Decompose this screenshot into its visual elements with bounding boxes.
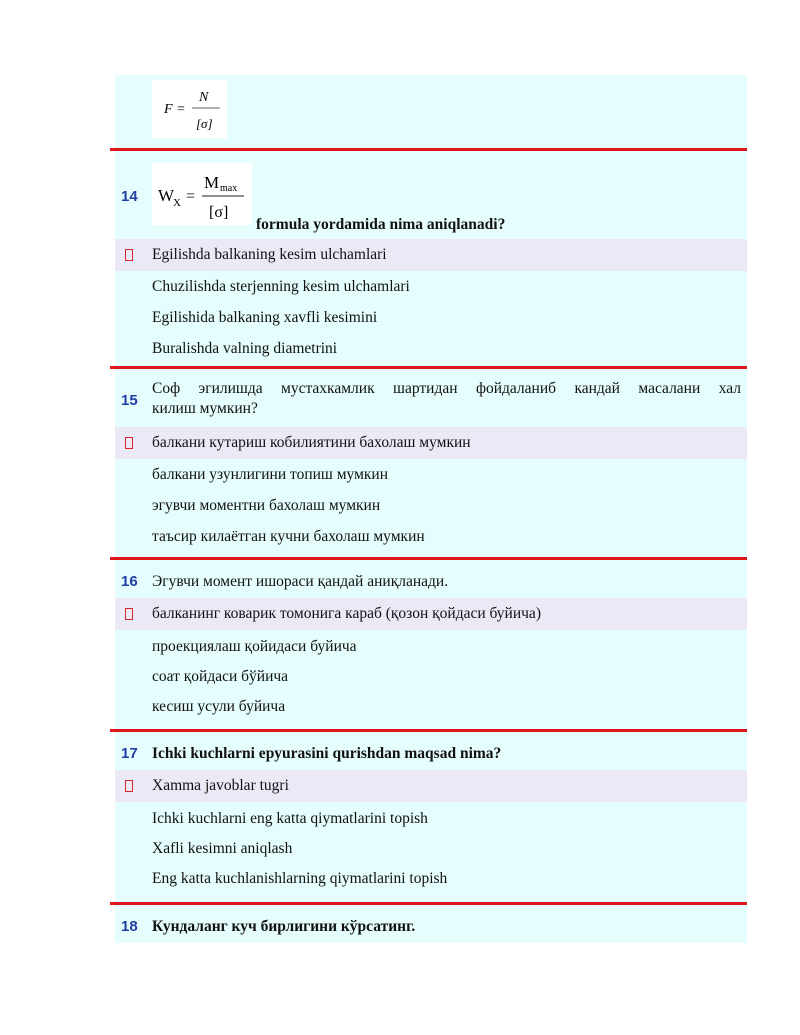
question-17 xyxy=(115,732,747,902)
formula-wx-mmax-sigma xyxy=(152,163,252,225)
answer-text: Egilishda balkaning kesim ulchamlari xyxy=(152,246,387,263)
question-15 xyxy=(115,369,747,557)
formula-numerator: N xyxy=(199,90,209,105)
formula-denominator: [σ] xyxy=(196,116,213,131)
answer-option-correct[interactable] xyxy=(115,770,747,802)
question-text: Ichki kuchlarni epyurasini qurishdan maqsad nima? xyxy=(152,745,502,762)
question-text-line2: килиш мумкин? xyxy=(152,400,258,417)
formula-f-n-sigma xyxy=(152,80,227,138)
answer-text: таъсир килаётган кучни бахолаш мумкин xyxy=(152,528,425,545)
quiz-sheet xyxy=(115,75,747,943)
formula-denominator: [σ] xyxy=(209,204,229,221)
question-17-stem xyxy=(115,732,747,766)
answer-option[interactable] xyxy=(115,694,747,726)
question-text-line1: Соф эгилишда мустахкамлик шартидан фойдаланиб кандай масалани хал xyxy=(152,380,741,397)
formula-lhs: W xyxy=(158,186,175,205)
answer-option[interactable] xyxy=(115,866,747,898)
answer-text: Egilishida balkaning xavfli kesimini xyxy=(152,309,378,326)
answer-text: эгувчи моментни бахолаш мумкин xyxy=(152,497,381,514)
answer-text: кесиш усули буйича xyxy=(152,698,286,715)
answer-text: Xamma javoblar tugri xyxy=(152,777,289,794)
question-15-stem xyxy=(115,369,747,425)
question-text: Кундаланг куч бирлигини кўрсатинг. xyxy=(152,918,416,935)
answer-option[interactable] xyxy=(115,460,747,492)
answer-option-correct[interactable] xyxy=(115,239,747,271)
answer-text: проекциялаш қойидаси буйича xyxy=(152,638,357,655)
answer-option-correct[interactable] xyxy=(115,427,747,459)
formula-lhs-sub: X xyxy=(173,197,181,209)
question-number: 15 xyxy=(121,392,138,409)
answer-option[interactable] xyxy=(115,632,747,664)
formula-eq: = xyxy=(177,102,185,117)
formula-lhs: F xyxy=(164,102,173,117)
question-number: 16 xyxy=(121,573,138,590)
answer-option[interactable] xyxy=(115,303,747,335)
answer-option[interactable] xyxy=(115,271,747,303)
question-number: 18 xyxy=(121,918,138,935)
formula-image xyxy=(152,163,252,225)
answer-text: Chuzilishda sterjenning kesim ulchamlari xyxy=(152,278,410,295)
formula-numerator-sub: max xyxy=(220,183,238,194)
question-16 xyxy=(115,560,747,729)
formula-eq: = xyxy=(186,188,196,205)
answer-option[interactable] xyxy=(115,524,747,556)
correct-marker-icon xyxy=(125,608,133,620)
answer-text: Eng katta kuchlanishlarning qiymatlarini topish xyxy=(152,870,448,887)
answer-text: балканинг коварик томонига караб (қозон қойдаси буйича) xyxy=(152,605,541,622)
prev-formula-block xyxy=(115,75,747,148)
answer-option[interactable] xyxy=(115,663,747,695)
question-14-stem xyxy=(115,151,747,231)
question-18 xyxy=(115,905,747,943)
answer-text: Ichki kuchlarni eng katta qiymatlarini topish xyxy=(152,810,428,827)
question-text: formula yordamida nima aniqlanadi? xyxy=(256,216,506,233)
answer-option[interactable] xyxy=(115,835,747,867)
correct-marker-icon xyxy=(125,780,133,792)
answer-text: соат қойдаси бўйича xyxy=(152,668,289,685)
answer-option[interactable] xyxy=(115,804,747,836)
question-18-stem xyxy=(115,905,747,943)
question-14 xyxy=(115,151,747,366)
answer-text: Buralishda valning diametrini xyxy=(152,340,338,357)
answer-text: балкани узунлигини топиш мумкин xyxy=(152,466,389,483)
question-number: 14 xyxy=(121,188,138,205)
question-number: 17 xyxy=(121,745,138,762)
answer-text: балкани кутариш кобилиятини бахолаш мумкин xyxy=(152,434,471,451)
correct-marker-icon xyxy=(125,249,133,261)
question-16-stem xyxy=(115,560,747,594)
answer-option[interactable] xyxy=(115,492,747,524)
formula-numerator: M xyxy=(204,173,220,192)
formula-image xyxy=(152,80,227,138)
answer-option-correct[interactable] xyxy=(115,598,747,630)
correct-marker-icon xyxy=(125,437,133,449)
answer-option[interactable] xyxy=(115,334,747,366)
answer-text: Xafli kesimni aniqlash xyxy=(152,840,293,857)
question-text: Эгувчи момент ишораси қандай аниқланади. xyxy=(152,573,449,590)
